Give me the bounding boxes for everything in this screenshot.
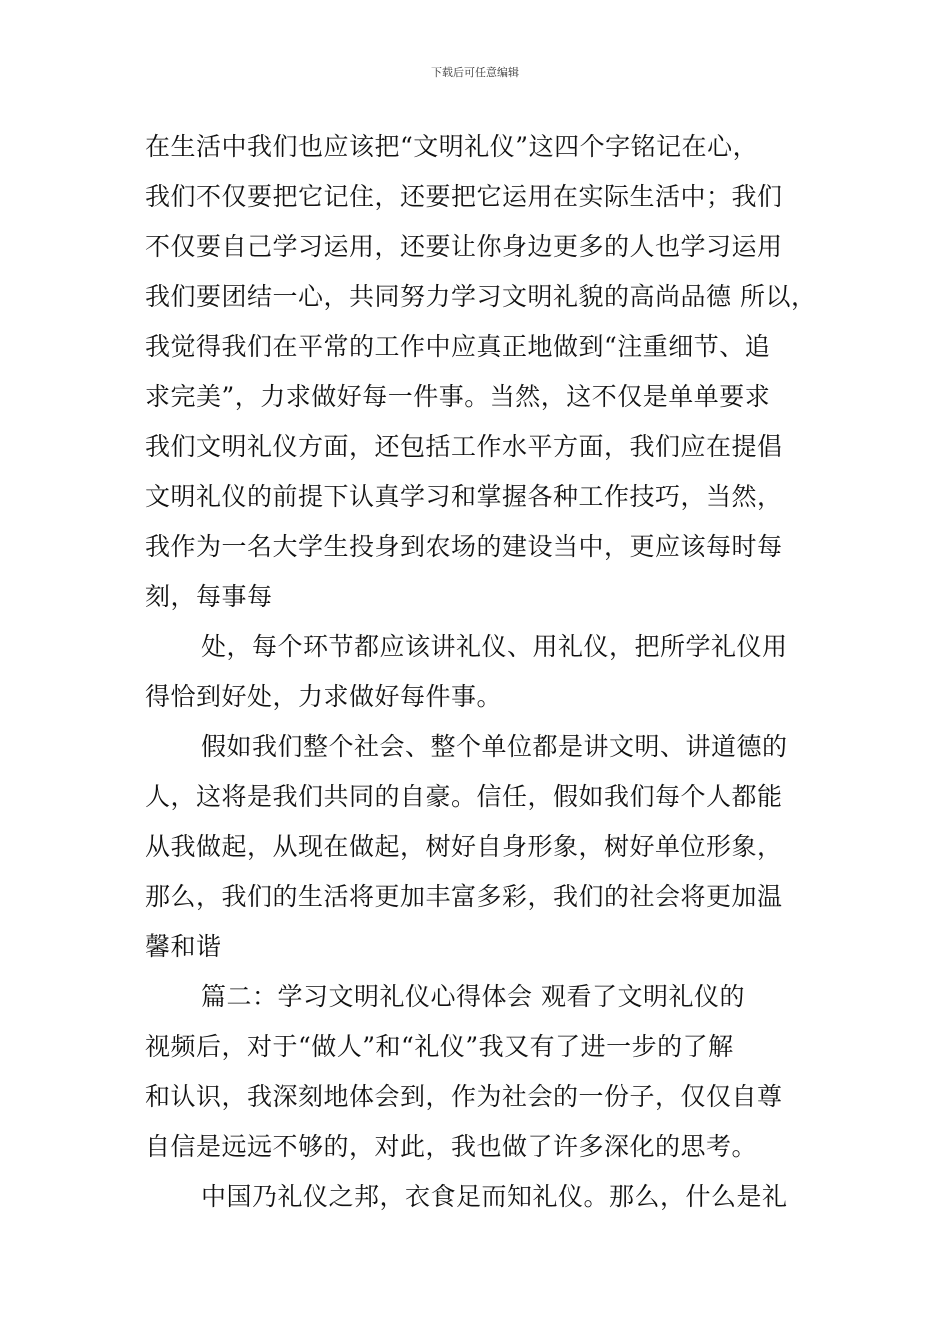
text-line: 和认识，我深刻地体会到，作为社会的一份子，仅仅自尊 — [145, 1082, 783, 1111]
text-line: 我作为一名大学生投身到农场的建设当中，更应该每时每 — [145, 532, 783, 561]
text-line: 我觉得我们在平常的工作中应真正地做到“注重细节、追 — [145, 332, 771, 361]
text-line: 人，这将是我们共同的自豪。信任，假如我们每个人都能 — [145, 782, 783, 811]
paragraph-1 — [145, 122, 815, 622]
document-body — [145, 122, 815, 1222]
page-header: 下载后可任意编辑 — [431, 66, 519, 79]
text-line: 馨和谐 — [145, 932, 222, 961]
text-line: 从我做起，从现在做起，树好自身形象，树好单位形象， — [145, 832, 783, 861]
text-line: 得恰到好处，力求做好每件事。 — [145, 682, 503, 711]
text-line: 文明礼仪的前提下认真学习和掌握各种工作技巧，当然， — [145, 482, 783, 511]
text-line: 我们不仅要把它记住，还要把它运用在实际生活中；我们 — [145, 182, 783, 211]
text-line: 刻，每事每 — [145, 582, 273, 611]
paragraph-2 — [145, 622, 815, 722]
text-line: 视频后，对于“做人”和“礼仪”我又有了进一步的了解 — [145, 1032, 734, 1061]
paragraph-4 — [145, 972, 815, 1172]
text-line: 求完美”，力求做好每一件事。当然，这不仅是单单要求 — [145, 382, 771, 411]
text-line: 假如我们整个社会、整个单位都是讲文明、讲道德的 — [201, 732, 788, 761]
paragraph-5 — [145, 1172, 815, 1222]
text-line: 我们文明礼仪方面，还包括工作水平方面，我们应在提倡 — [145, 432, 783, 461]
text-line: 我们要团结一心，共同努力学习文明礼貌的高尚品德 所以， — [145, 282, 817, 311]
paragraph-3 — [145, 722, 815, 972]
text-line: 中国乃礼仪之邦，衣食足而知礼仪。那么，什么是礼 — [201, 1182, 788, 1211]
text-line: 篇二：学习文明礼仪心得体会 观看了文明礼仪的 — [201, 982, 745, 1011]
text-line: 那么，我们的生活将更加丰富多彩，我们的社会将更加温 — [145, 882, 783, 911]
text-line: 处，每个环节都应该讲礼仪、用礼仪，把所学礼仪用 — [201, 632, 788, 661]
text-line: 在生活中我们也应该把“文明礼仪”这四个字铭记在心， — [145, 132, 759, 161]
text-line: 自信是远远不够的，对此，我也做了许多深化的思考。 — [145, 1132, 758, 1161]
text-line: 不仅要自己学习运用，还要让你身边更多的人也学习运用 — [145, 232, 783, 261]
